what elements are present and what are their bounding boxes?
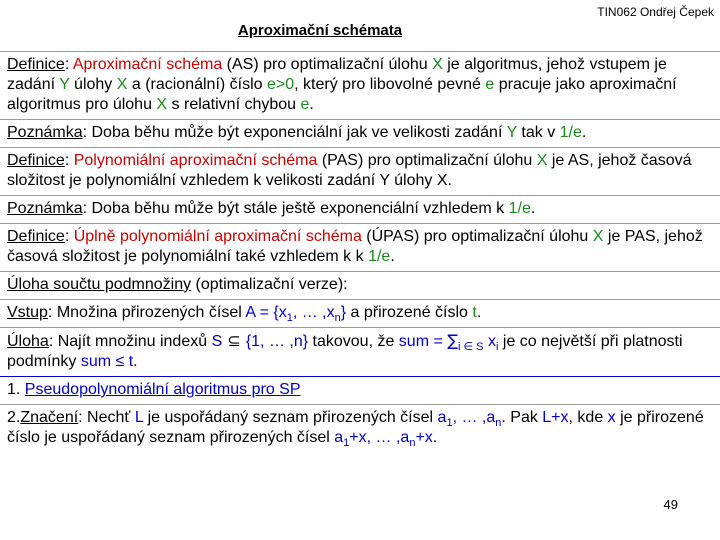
step-1: 1. Pseudopolynomiální algoritmus pro SP <box>7 381 301 398</box>
note-1: Poznámka: Doba běhu může být exponenciální jak ve velikosti zadání Y tak v 1/e. <box>7 124 587 141</box>
divider <box>0 119 720 120</box>
divider <box>0 327 720 328</box>
input-spec: Vstup: Množina přirozených čísel $A = \{x_1$, … $,x_n$} a přirozené číslo t. <box>7 304 482 325</box>
problem-statement: Úloha součtu podmnožiny (optimalizační verze): <box>7 276 348 293</box>
divider <box>0 376 720 377</box>
header-author: TIN062 Ondřej Čepek <box>597 5 714 19</box>
divider <box>0 271 720 272</box>
definition-upas: Definice: Úplně polynomiální aproximační schéma (ÚPAS) pro optimalizační úlohu X je PAS, jehož časová složitost je polynomiální také vzhledem k k 1/e. <box>7 228 703 265</box>
divider <box>0 147 720 148</box>
divider <box>0 299 720 300</box>
definition-pas: Definice: Polynomiální aproximační schéma (PAS) pro optimalizační úlohu X je AS, jehož časová složitost je polynomiální vzhledem k velikosti zadání Y úlohy X. <box>7 152 692 189</box>
divider <box>0 51 720 52</box>
divider <box>0 404 720 405</box>
divider <box>0 223 720 224</box>
step-2: 2.Značení: Nechť L je uspořádaný seznam přirozených čísel $a_1$, … $,a_n$. Pak L+x, kde x je přirozené číslo je uspořádaný seznam přirozených čísel $a_1+x$, … $,a_n+x$. <box>7 409 704 450</box>
pseudopolynomial-link[interactable]: Pseudopolynomiální algoritmus pro SP <box>24 381 301 398</box>
term-as: Aproximační schéma <box>72 56 223 73</box>
problem-link[interactable]: Úloha součtu podmnožiny <box>7 276 192 293</box>
divider <box>0 195 720 196</box>
page-title: Aproximační schémata <box>237 22 403 39</box>
term-pas: Polynomiální aproximační schéma <box>73 152 318 169</box>
slide-content <box>7 47 715 448</box>
note-2: Poznámka: Doba běhu může být stále ještě exponenciální vzhledem k 1/e. <box>7 200 536 217</box>
term-upas: Úplně polynomiální aproximační schéma <box>73 228 362 245</box>
task-spec: Úloha: Najít množinu indexů S ⊆ {1, … ,n} takovou, že sum = $\sum_{i \in S}$ $x_i$ je co největší při platnosti podmínky sum ≤ t. <box>7 331 683 370</box>
page-number: 49 <box>663 497 678 512</box>
definition-as: Definice: Aproximační schéma (AS) pro optimalizační úlohu X je algoritmus, jehož vstupem je zadání Y úlohy X a (racionální) číslo e>0, který pro libovolné pevné e pracuje jako aproximační algoritmus pro úlohu X s relativní chybou e. <box>7 56 677 113</box>
